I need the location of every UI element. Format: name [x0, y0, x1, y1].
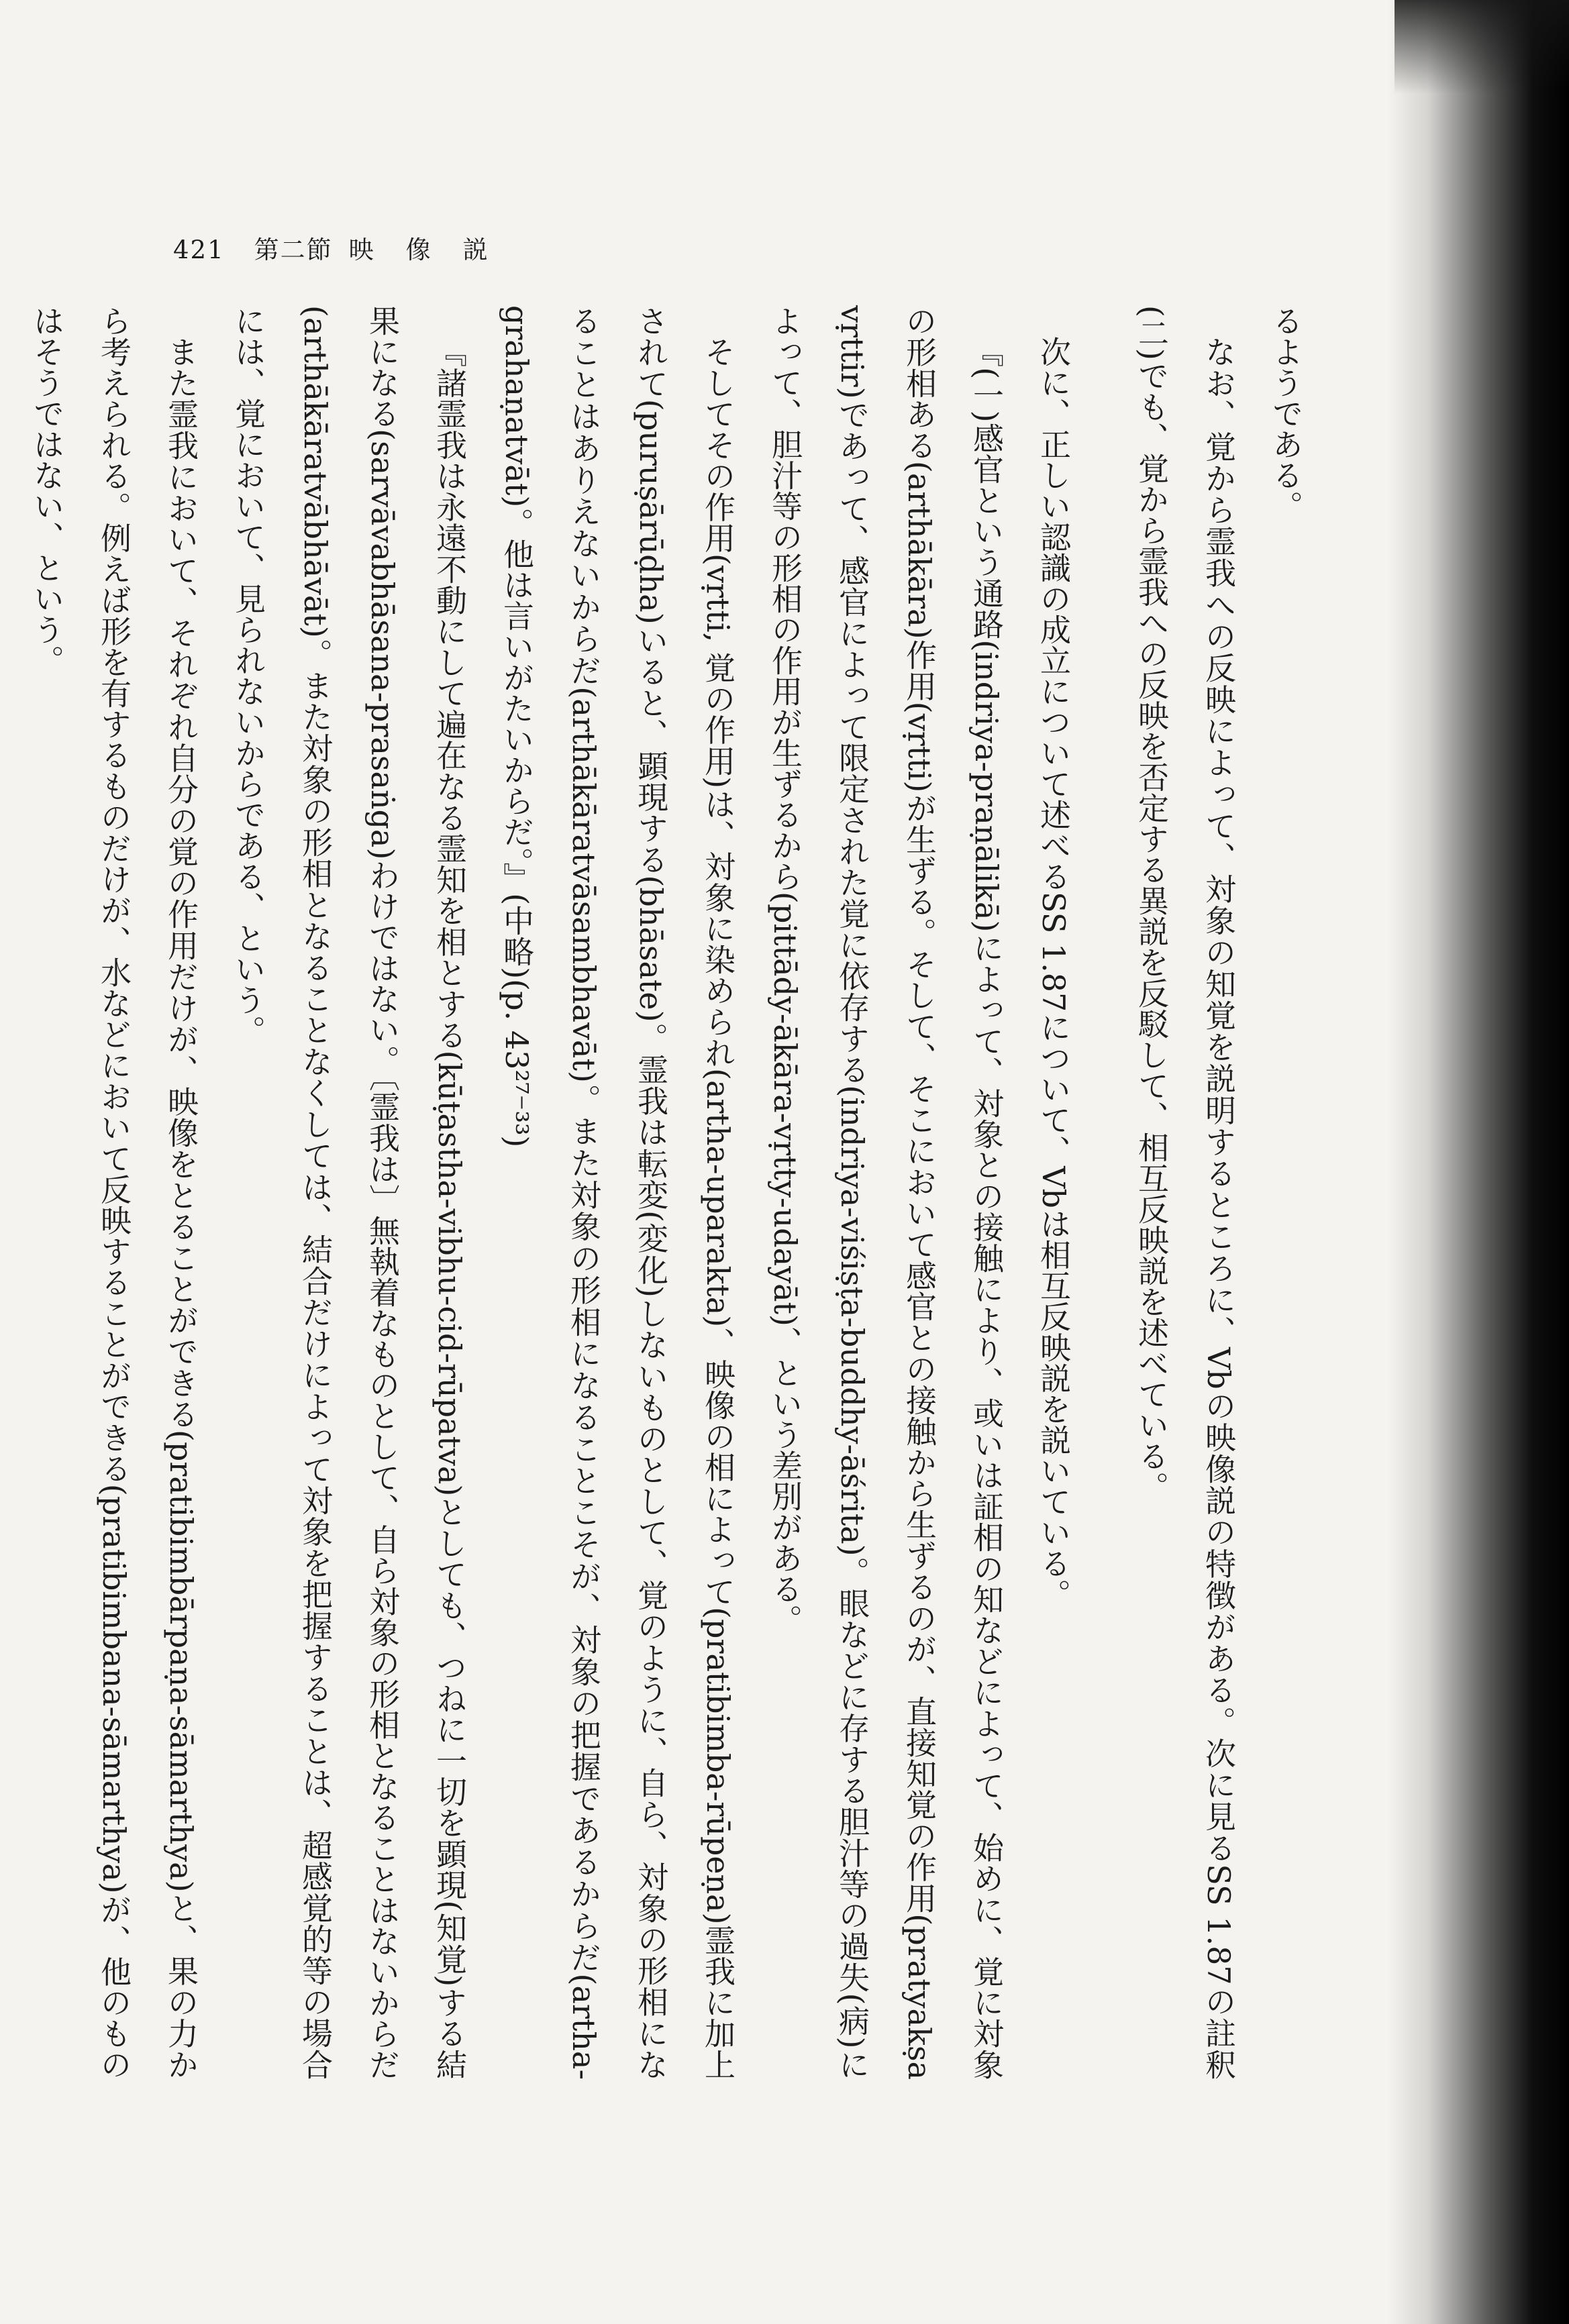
- paragraph: 次に、正しい認識の成立について述べるSS 1.87について、Vbは相互反映説を説いている。: [1035, 336, 1072, 1609]
- vertical-body-text: [29, 305, 1319, 2080]
- section-title-char: 像: [405, 235, 432, 264]
- quoted-paragraph: 『諸霊我は永遠不動にして遍在なる霊知を相とする(kūṭastha-vibhu-cid-rūpatva)としても、つねに一切を顕現(知覚)する結果になる(sarvāvabhāsana-prasaṅga)わけではない。〔霊我は〕無執着なものとして、自ら対象の形相となることはないからだ(arthākāratvābhāvāt)。また対象の形相となることなくしては、結合だけによって対象を把握することは、超感覚的等の場合には、覚において、見られないからである、という。: [230, 305, 468, 2080]
- quoted-paragraph: そしてその作用(vṛtti, 覚の作用)は、対象に染められ(artha-uparakta)、映像の相によって(pratibimba-rūpeṇa)霊我に加上されて(puruṣārūḍha)いると、顕現する(bhāsate)。霊我は転変(変化)しないものとして、覚のように、自ら、対象の形相になることはありえないからだ(arthākāratvāsambhavāt)。また対象の形相になることこそが、対象の把握であるからだ(artha-grahaṇatvāt)。他は言いがたいからだ。』(中略)(p. 43²⁷⁻³³): [499, 305, 736, 2080]
- paragraph: [0, 305, 13, 2080]
- paragraph: なお、覚から霊我への反映によって、対象の知覚を説明するところに、Vbの映像説の特徴がある。次に見るSS 1.87の註釈(二)でも、覚から霊我への反映を否定する異説を反駁して、相互反映説を述べている。: [1133, 305, 1237, 2080]
- page-number: 421: [173, 235, 225, 264]
- section-title-char: 映: [348, 235, 375, 264]
- scan-corner-shadow: [1395, 0, 1569, 94]
- paragraph: るようである。: [1268, 305, 1304, 521]
- section-label: 第二節: [254, 235, 333, 264]
- paragraph: また霊我において、それぞれ自分の覚の作用だけが、映像をとることができる(pratibimbārpaṇa-sāmarthya)と、果の力から考えられる。例えば形を有するものだけが、水などにおいて反映することができる(pratibimbana-sāmarthya)が、他のものはそうではない、という。: [29, 305, 199, 2080]
- quoted-paragraph: 『(一)感官という通路(indriya-praṇālikā)によって、対象との接触により、或いは証相の知などによって、始めに、覚に対象の形相ある(arthākāra)作用(vṛtti)が生ずる。そして、そこにおいて感官との接触から生ずるのが、直接知覚の作用(pratyakṣa vṛttir)であって、感官によって限定された覚に依存する(indriya-viśiṣṭa-buddhy-āśrita)。眼などに存する胆汁等の過失(病)によって、胆汁等の形相の作用が生ずるから(pittādy-ākāra-vṛtty-udayāt)、という差別がある。: [767, 305, 1005, 2080]
- section-title-char: 説: [462, 235, 489, 264]
- scan-edge-shadow: [1388, 0, 1569, 2324]
- running-header: [173, 229, 489, 266]
